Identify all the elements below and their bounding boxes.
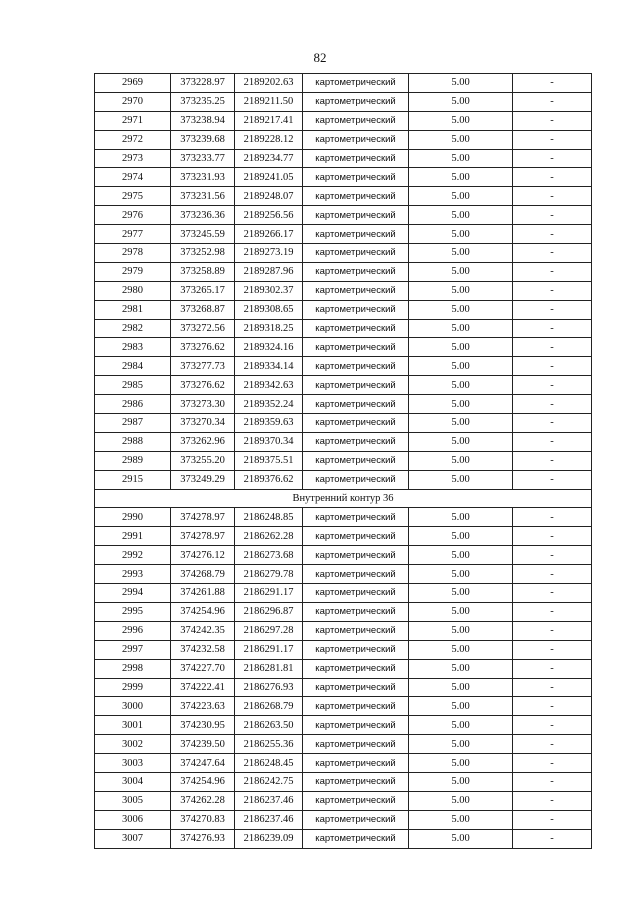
table-row <box>95 187 592 206</box>
method-cell: картометрический <box>303 74 409 93</box>
accuracy-cell: 5.00 <box>409 565 513 584</box>
point-number-cell: 2970 <box>95 92 171 111</box>
method-cell: картометрический <box>303 754 409 773</box>
point-number-cell: 3003 <box>95 754 171 773</box>
y-coordinate-cell: 2186242.75 <box>235 772 303 791</box>
method-cell: картометрический <box>303 451 409 470</box>
accuracy-cell: 5.00 <box>409 281 513 300</box>
point-number-cell: 2972 <box>95 130 171 149</box>
point-number-cell: 2977 <box>95 225 171 244</box>
accuracy-cell: 5.00 <box>409 829 513 848</box>
x-coordinate-cell: 373255.20 <box>171 451 235 470</box>
point-number-cell: 3004 <box>95 772 171 791</box>
y-coordinate-cell: 2189217.41 <box>235 111 303 130</box>
table-row <box>95 432 592 451</box>
table-row <box>95 584 592 603</box>
note-cell: - <box>513 584 592 603</box>
method-cell: картометрический <box>303 206 409 225</box>
y-coordinate-cell: 2186268.79 <box>235 697 303 716</box>
x-coordinate-cell: 373236.36 <box>171 206 235 225</box>
y-coordinate-cell: 2186237.46 <box>235 810 303 829</box>
y-coordinate-cell: 2189324.16 <box>235 338 303 357</box>
table-row <box>95 357 592 376</box>
x-coordinate-cell: 373233.77 <box>171 149 235 168</box>
section-heading: Внутренний контур 36 <box>95 489 592 508</box>
accuracy-cell: 5.00 <box>409 810 513 829</box>
table-row <box>95 300 592 319</box>
accuracy-cell: 5.00 <box>409 74 513 93</box>
point-number-cell: 2915 <box>95 470 171 489</box>
accuracy-cell: 5.00 <box>409 584 513 603</box>
method-cell: картометрический <box>303 319 409 338</box>
note-cell: - <box>513 414 592 433</box>
table-row <box>95 754 592 773</box>
accuracy-cell: 5.00 <box>409 754 513 773</box>
accuracy-cell: 5.00 <box>409 640 513 659</box>
table-row <box>95 565 592 584</box>
table-row <box>95 602 592 621</box>
accuracy-cell: 5.00 <box>409 357 513 376</box>
point-number-cell: 2988 <box>95 432 171 451</box>
note-cell: - <box>513 565 592 584</box>
table-row <box>95 262 592 281</box>
y-coordinate-cell: 2186248.45 <box>235 754 303 773</box>
y-coordinate-cell: 2186281.81 <box>235 659 303 678</box>
method-cell: картометрический <box>303 470 409 489</box>
accuracy-cell: 5.00 <box>409 716 513 735</box>
table-row <box>95 225 592 244</box>
table-row <box>95 130 592 149</box>
x-coordinate-cell: 373277.73 <box>171 357 235 376</box>
point-number-cell: 2986 <box>95 395 171 414</box>
method-cell: картометрический <box>303 584 409 603</box>
method-cell: картометрический <box>303 678 409 697</box>
y-coordinate-cell: 2189234.77 <box>235 149 303 168</box>
y-coordinate-cell: 2189308.65 <box>235 300 303 319</box>
method-cell: картометрический <box>303 508 409 527</box>
note-cell: - <box>513 640 592 659</box>
point-number-cell: 2975 <box>95 187 171 206</box>
y-coordinate-cell: 2189248.07 <box>235 187 303 206</box>
accuracy-cell: 5.00 <box>409 225 513 244</box>
y-coordinate-cell: 2189370.34 <box>235 432 303 451</box>
method-cell: картометрический <box>303 262 409 281</box>
y-coordinate-cell: 2189376.62 <box>235 470 303 489</box>
method-cell: картометрический <box>303 338 409 357</box>
note-cell: - <box>513 754 592 773</box>
note-cell: - <box>513 621 592 640</box>
section-row <box>95 489 592 508</box>
y-coordinate-cell: 2186291.17 <box>235 584 303 603</box>
note-cell: - <box>513 225 592 244</box>
y-coordinate-cell: 2189342.63 <box>235 376 303 395</box>
method-cell: картометрический <box>303 376 409 395</box>
x-coordinate-cell: 374261.88 <box>171 584 235 603</box>
point-number-cell: 2983 <box>95 338 171 357</box>
table-row <box>95 791 592 810</box>
note-cell: - <box>513 357 592 376</box>
note-cell: - <box>513 735 592 754</box>
x-coordinate-cell: 374227.70 <box>171 659 235 678</box>
x-coordinate-cell: 374278.97 <box>171 508 235 527</box>
point-number-cell: 3007 <box>95 829 171 848</box>
point-number-cell: 2998 <box>95 659 171 678</box>
point-number-cell: 2981 <box>95 300 171 319</box>
y-coordinate-cell: 2189266.17 <box>235 225 303 244</box>
point-number-cell: 2999 <box>95 678 171 697</box>
note-cell: - <box>513 678 592 697</box>
point-number-cell: 2985 <box>95 376 171 395</box>
note-cell: - <box>513 602 592 621</box>
accuracy-cell: 5.00 <box>409 678 513 697</box>
x-coordinate-cell: 374239.50 <box>171 735 235 754</box>
accuracy-cell: 5.00 <box>409 262 513 281</box>
point-number-cell: 2974 <box>95 168 171 187</box>
x-coordinate-cell: 374268.79 <box>171 565 235 584</box>
method-cell: картометрический <box>303 772 409 791</box>
accuracy-cell: 5.00 <box>409 244 513 263</box>
note-cell: - <box>513 451 592 470</box>
x-coordinate-cell: 373272.56 <box>171 319 235 338</box>
method-cell: картометрический <box>303 810 409 829</box>
note-cell: - <box>513 395 592 414</box>
note-cell: - <box>513 810 592 829</box>
point-number-cell: 2992 <box>95 546 171 565</box>
note-cell: - <box>513 281 592 300</box>
table-row <box>95 451 592 470</box>
y-coordinate-cell: 2189359.63 <box>235 414 303 433</box>
table-row <box>95 716 592 735</box>
point-number-cell: 2997 <box>95 640 171 659</box>
point-number-cell: 2991 <box>95 527 171 546</box>
table-row <box>95 697 592 716</box>
note-cell: - <box>513 697 592 716</box>
note-cell: - <box>513 338 592 357</box>
table-row <box>95 92 592 111</box>
y-coordinate-cell: 2189318.25 <box>235 319 303 338</box>
x-coordinate-cell: 374270.83 <box>171 810 235 829</box>
x-coordinate-cell: 374242.35 <box>171 621 235 640</box>
y-coordinate-cell: 2189228.12 <box>235 130 303 149</box>
method-cell: картометрический <box>303 300 409 319</box>
method-cell: картометрический <box>303 149 409 168</box>
x-coordinate-cell: 373268.87 <box>171 300 235 319</box>
note-cell: - <box>513 111 592 130</box>
x-coordinate-cell: 373231.93 <box>171 168 235 187</box>
method-cell: картометрический <box>303 527 409 546</box>
table-row <box>95 810 592 829</box>
note-cell: - <box>513 149 592 168</box>
point-number-cell: 2993 <box>95 565 171 584</box>
x-coordinate-cell: 374232.58 <box>171 640 235 659</box>
point-number-cell: 2971 <box>95 111 171 130</box>
accuracy-cell: 5.00 <box>409 470 513 489</box>
table-row <box>95 206 592 225</box>
y-coordinate-cell: 2186262.28 <box>235 527 303 546</box>
x-coordinate-cell: 373265.17 <box>171 281 235 300</box>
point-number-cell: 2994 <box>95 584 171 603</box>
y-coordinate-cell: 2189302.37 <box>235 281 303 300</box>
x-coordinate-cell: 373238.94 <box>171 111 235 130</box>
point-number-cell: 2978 <box>95 244 171 263</box>
method-cell: картометрический <box>303 357 409 376</box>
y-coordinate-cell: 2189202.63 <box>235 74 303 93</box>
note-cell: - <box>513 206 592 225</box>
method-cell: картометрический <box>303 187 409 206</box>
x-coordinate-cell: 374230.95 <box>171 716 235 735</box>
y-coordinate-cell: 2189334.14 <box>235 357 303 376</box>
accuracy-cell: 5.00 <box>409 508 513 527</box>
x-coordinate-cell: 374254.96 <box>171 602 235 621</box>
method-cell: картометрический <box>303 791 409 810</box>
point-number-cell: 2995 <box>95 602 171 621</box>
y-coordinate-cell: 2186237.46 <box>235 791 303 810</box>
method-cell: картометрический <box>303 225 409 244</box>
y-coordinate-cell: 2189241.05 <box>235 168 303 187</box>
x-coordinate-cell: 373276.62 <box>171 338 235 357</box>
x-coordinate-cell: 373270.34 <box>171 414 235 433</box>
accuracy-cell: 5.00 <box>409 432 513 451</box>
x-coordinate-cell: 373235.25 <box>171 92 235 111</box>
accuracy-cell: 5.00 <box>409 206 513 225</box>
accuracy-cell: 5.00 <box>409 772 513 791</box>
x-coordinate-cell: 373276.62 <box>171 376 235 395</box>
accuracy-cell: 5.00 <box>409 111 513 130</box>
note-cell: - <box>513 74 592 93</box>
y-coordinate-cell: 2189352.24 <box>235 395 303 414</box>
method-cell: картометрический <box>303 281 409 300</box>
method-cell: картометрический <box>303 735 409 754</box>
x-coordinate-cell: 373245.59 <box>171 225 235 244</box>
accuracy-cell: 5.00 <box>409 92 513 111</box>
accuracy-cell: 5.00 <box>409 451 513 470</box>
point-number-cell: 2976 <box>95 206 171 225</box>
y-coordinate-cell: 2186239.09 <box>235 829 303 848</box>
point-number-cell: 3006 <box>95 810 171 829</box>
accuracy-cell: 5.00 <box>409 735 513 754</box>
method-cell: картометрический <box>303 602 409 621</box>
table-row <box>95 678 592 697</box>
table-row <box>95 659 592 678</box>
table-row <box>95 546 592 565</box>
x-coordinate-cell: 374276.93 <box>171 829 235 848</box>
note-cell: - <box>513 829 592 848</box>
table-row <box>95 829 592 848</box>
accuracy-cell: 5.00 <box>409 527 513 546</box>
note-cell: - <box>513 659 592 678</box>
note-cell: - <box>513 262 592 281</box>
note-cell: - <box>513 527 592 546</box>
accuracy-cell: 5.00 <box>409 338 513 357</box>
x-coordinate-cell: 373231.56 <box>171 187 235 206</box>
x-coordinate-cell: 374262.28 <box>171 791 235 810</box>
table-row <box>95 414 592 433</box>
table-row <box>95 338 592 357</box>
x-coordinate-cell: 373239.68 <box>171 130 235 149</box>
y-coordinate-cell: 2186248.85 <box>235 508 303 527</box>
y-coordinate-cell: 2186276.93 <box>235 678 303 697</box>
note-cell: - <box>513 376 592 395</box>
table-row <box>95 527 592 546</box>
accuracy-cell: 5.00 <box>409 168 513 187</box>
x-coordinate-cell: 373258.89 <box>171 262 235 281</box>
accuracy-cell: 5.00 <box>409 300 513 319</box>
table-row <box>95 735 592 754</box>
page-number: 82 <box>313 50 327 65</box>
x-coordinate-cell: 373262.96 <box>171 432 235 451</box>
x-coordinate-cell: 374223.63 <box>171 697 235 716</box>
point-number-cell: 2996 <box>95 621 171 640</box>
table-row <box>95 772 592 791</box>
y-coordinate-cell: 2186263.50 <box>235 716 303 735</box>
y-coordinate-cell: 2189273.19 <box>235 244 303 263</box>
note-cell: - <box>513 92 592 111</box>
note-cell: - <box>513 470 592 489</box>
table-row <box>95 621 592 640</box>
y-coordinate-cell: 2189256.56 <box>235 206 303 225</box>
accuracy-cell: 5.00 <box>409 602 513 621</box>
method-cell: картометрический <box>303 546 409 565</box>
point-number-cell: 2987 <box>95 414 171 433</box>
table-row <box>95 470 592 489</box>
accuracy-cell: 5.00 <box>409 130 513 149</box>
method-cell: картометрический <box>303 130 409 149</box>
table-row <box>95 319 592 338</box>
note-cell: - <box>513 791 592 810</box>
method-cell: картометрический <box>303 640 409 659</box>
note-cell: - <box>513 130 592 149</box>
table-row <box>95 508 592 527</box>
accuracy-cell: 5.00 <box>409 791 513 810</box>
table-row <box>95 74 592 93</box>
method-cell: картометрический <box>303 716 409 735</box>
method-cell: картометрический <box>303 395 409 414</box>
y-coordinate-cell: 2186297.28 <box>235 621 303 640</box>
note-cell: - <box>513 168 592 187</box>
point-number-cell: 2990 <box>95 508 171 527</box>
method-cell: картометрический <box>303 432 409 451</box>
coordinates-table-body <box>95 74 592 849</box>
note-cell: - <box>513 508 592 527</box>
x-coordinate-cell: 374247.64 <box>171 754 235 773</box>
x-coordinate-cell: 373249.29 <box>171 470 235 489</box>
accuracy-cell: 5.00 <box>409 621 513 640</box>
accuracy-cell: 5.00 <box>409 376 513 395</box>
table-row <box>95 168 592 187</box>
y-coordinate-cell: 2186279.78 <box>235 565 303 584</box>
point-number-cell: 2979 <box>95 262 171 281</box>
point-number-cell: 2973 <box>95 149 171 168</box>
coordinates-table <box>94 73 592 849</box>
table-row <box>95 149 592 168</box>
table-row <box>95 376 592 395</box>
point-number-cell: 2980 <box>95 281 171 300</box>
method-cell: картометрический <box>303 244 409 263</box>
accuracy-cell: 5.00 <box>409 187 513 206</box>
note-cell: - <box>513 432 592 451</box>
point-number-cell: 2984 <box>95 357 171 376</box>
accuracy-cell: 5.00 <box>409 697 513 716</box>
note-cell: - <box>513 716 592 735</box>
x-coordinate-cell: 373252.98 <box>171 244 235 263</box>
method-cell: картометрический <box>303 829 409 848</box>
note-cell: - <box>513 319 592 338</box>
x-coordinate-cell: 374254.96 <box>171 772 235 791</box>
table-row <box>95 640 592 659</box>
x-coordinate-cell: 374276.12 <box>171 546 235 565</box>
table-row <box>95 281 592 300</box>
note-cell: - <box>513 244 592 263</box>
note-cell: - <box>513 772 592 791</box>
method-cell: картометрический <box>303 92 409 111</box>
accuracy-cell: 5.00 <box>409 659 513 678</box>
table-row <box>95 244 592 263</box>
method-cell: картометрический <box>303 111 409 130</box>
y-coordinate-cell: 2186255.36 <box>235 735 303 754</box>
point-number-cell: 2989 <box>95 451 171 470</box>
note-cell: - <box>513 546 592 565</box>
x-coordinate-cell: 373273.30 <box>171 395 235 414</box>
point-number-cell: 3002 <box>95 735 171 754</box>
point-number-cell: 3001 <box>95 716 171 735</box>
method-cell: картометрический <box>303 414 409 433</box>
accuracy-cell: 5.00 <box>409 149 513 168</box>
point-number-cell: 3005 <box>95 791 171 810</box>
point-number-cell: 2982 <box>95 319 171 338</box>
accuracy-cell: 5.00 <box>409 546 513 565</box>
point-number-cell: 3000 <box>95 697 171 716</box>
y-coordinate-cell: 2189375.51 <box>235 451 303 470</box>
accuracy-cell: 5.00 <box>409 319 513 338</box>
y-coordinate-cell: 2186296.87 <box>235 602 303 621</box>
method-cell: картометрический <box>303 659 409 678</box>
table-row <box>95 395 592 414</box>
y-coordinate-cell: 2186273.68 <box>235 546 303 565</box>
table-row <box>95 111 592 130</box>
point-number-cell: 2969 <box>95 74 171 93</box>
note-cell: - <box>513 300 592 319</box>
accuracy-cell: 5.00 <box>409 395 513 414</box>
method-cell: картометрический <box>303 565 409 584</box>
method-cell: картометрический <box>303 621 409 640</box>
note-cell: - <box>513 187 592 206</box>
method-cell: картометрический <box>303 168 409 187</box>
y-coordinate-cell: 2186291.17 <box>235 640 303 659</box>
x-coordinate-cell: 373228.97 <box>171 74 235 93</box>
x-coordinate-cell: 374278.97 <box>171 527 235 546</box>
method-cell: картометрический <box>303 697 409 716</box>
y-coordinate-cell: 2189211.50 <box>235 92 303 111</box>
accuracy-cell: 5.00 <box>409 414 513 433</box>
y-coordinate-cell: 2189287.96 <box>235 262 303 281</box>
x-coordinate-cell: 374222.41 <box>171 678 235 697</box>
